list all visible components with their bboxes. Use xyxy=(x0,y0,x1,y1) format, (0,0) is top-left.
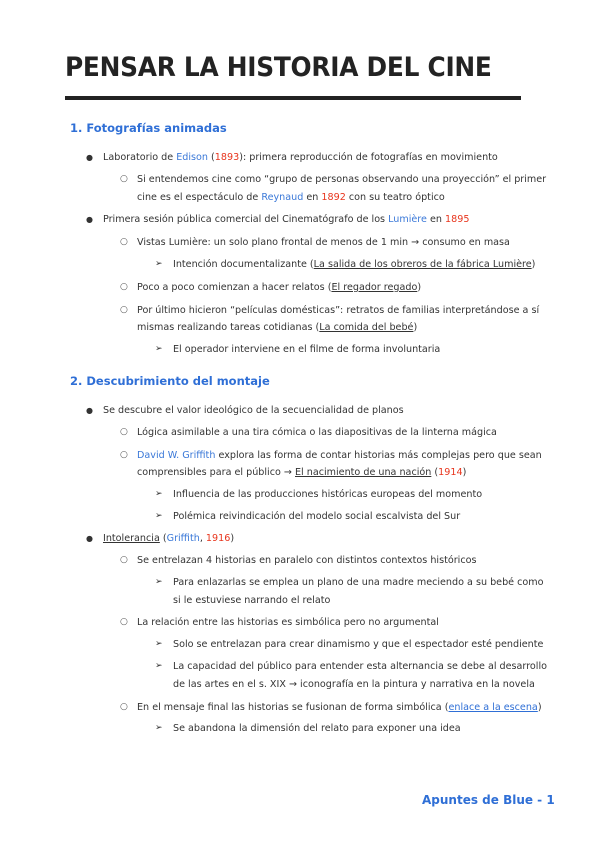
bullet-l3: ➢ xyxy=(155,639,163,649)
list-item: Poco a poco comienzan a hacer relatos (El regador regado) xyxy=(137,282,422,293)
list-item: mismas realizando tareas cotidianas (La comida del bebé) xyxy=(137,322,418,333)
list-item: si le estuviese narrando el relato xyxy=(173,595,331,606)
list-item: En el mensaje final las historias se fusionan de forma simbólica (enlace a la escena) xyxy=(137,702,542,713)
bullet-l2: ○ xyxy=(120,282,128,292)
bullet-l3: ➢ xyxy=(155,259,163,269)
scene-link[interactable]: enlace a la escena xyxy=(448,702,538,713)
list-item: David W. Griffith explora las forma de contar historias más complejas pero que sean xyxy=(137,450,542,461)
list-item: Intolerancia (Griffith, 1916) xyxy=(103,533,235,544)
list-item: de las artes en el s. XIX → iconografía en la pintura y narrativa en la novela xyxy=(173,679,535,690)
list-item: cine es el espectáculo de Reynaud en 1892 con su teatro óptico xyxy=(137,192,445,203)
bullet-l2: ○ xyxy=(120,174,128,184)
list-item: Influencia de las producciones históricas europeas del momento xyxy=(173,489,483,500)
bullet-l2: ○ xyxy=(120,555,128,565)
list-item: Para enlazarlas se emplea un plano de una madre meciendo a su bebé como xyxy=(173,577,544,588)
bullet-l1: ● xyxy=(86,153,93,162)
list-item: Primera sesión pública comercial del Cinematógrafo de los Lumière en 1895 xyxy=(103,214,470,225)
bullet-l3: ➢ xyxy=(155,661,163,671)
page-title: PENSAR LA HISTORIA DEL CINE xyxy=(65,52,492,83)
list-item: Se abandona la dimensión del relato para exponer una idea xyxy=(173,723,461,734)
list-item: comprensibles para el público → El nacimiento de una nación (1914) xyxy=(137,467,467,478)
list-item: Se entrelazan 4 historias en paralelo con distintos contextos históricos xyxy=(137,555,477,566)
list-item: El operador interviene en el filme de forma involuntaria xyxy=(173,344,441,355)
list-item: Laboratorio de Edison (1893): primera reproducción de fotografías en movimiento xyxy=(103,152,498,163)
bullet-l3: ➢ xyxy=(155,344,163,354)
list-item: Intención documentalizante (La salida de los obreros de la fábrica Lumière) xyxy=(173,259,536,270)
bullet-l3: ➢ xyxy=(155,723,163,733)
list-item: La capacidad del público para entender esta alternancia se debe al desarrollo xyxy=(173,661,548,672)
bullet-l2: ○ xyxy=(120,305,128,315)
bullet-l3: ➢ xyxy=(155,489,163,499)
list-item: Lógica asimilable a una tira cómica o las diapositivas de la linterna mágica xyxy=(137,427,497,438)
bullet-l2: ○ xyxy=(120,450,128,460)
bullet-l3: ➢ xyxy=(155,511,163,521)
list-item: Solo se entrelazan para crear dinamismo y que el espectador esté pendiente xyxy=(173,639,544,650)
section-heading-1: 1. Fotografías animadas xyxy=(70,121,227,135)
bullet-l2: ○ xyxy=(120,702,128,712)
list-item: Por último hicieron “películas domésticas”: retratos de familias interpretándose a sí xyxy=(137,305,540,316)
bullet-l3: ➢ xyxy=(155,577,163,587)
page-footer: Apuntes de Blue - 1 xyxy=(422,793,555,807)
bullet-l1: ● xyxy=(86,215,93,224)
bullet-l1: ● xyxy=(86,534,93,543)
list-item: Vistas Lumière: un solo plano frontal de menos de 1 min → consumo en masa xyxy=(137,237,510,248)
list-item: La relación entre las historias es simbólica pero no argumental xyxy=(137,617,439,628)
bullet-l2: ○ xyxy=(120,237,128,247)
list-item: Si entendemos cine como “grupo de personas observando una proyección” el primer xyxy=(137,174,547,185)
bullet-l2: ○ xyxy=(120,617,128,627)
title-divider xyxy=(65,96,521,100)
list-item: Polémica reivindicación del modelo social escalvista del Sur xyxy=(173,511,461,522)
section-heading-2: 2. Descubrimiento del montaje xyxy=(70,374,270,388)
bullet-l1: ● xyxy=(86,406,93,415)
bullet-l2: ○ xyxy=(120,427,128,437)
list-item: Se descubre el valor ideológico de la secuencialidad de planos xyxy=(103,405,404,416)
